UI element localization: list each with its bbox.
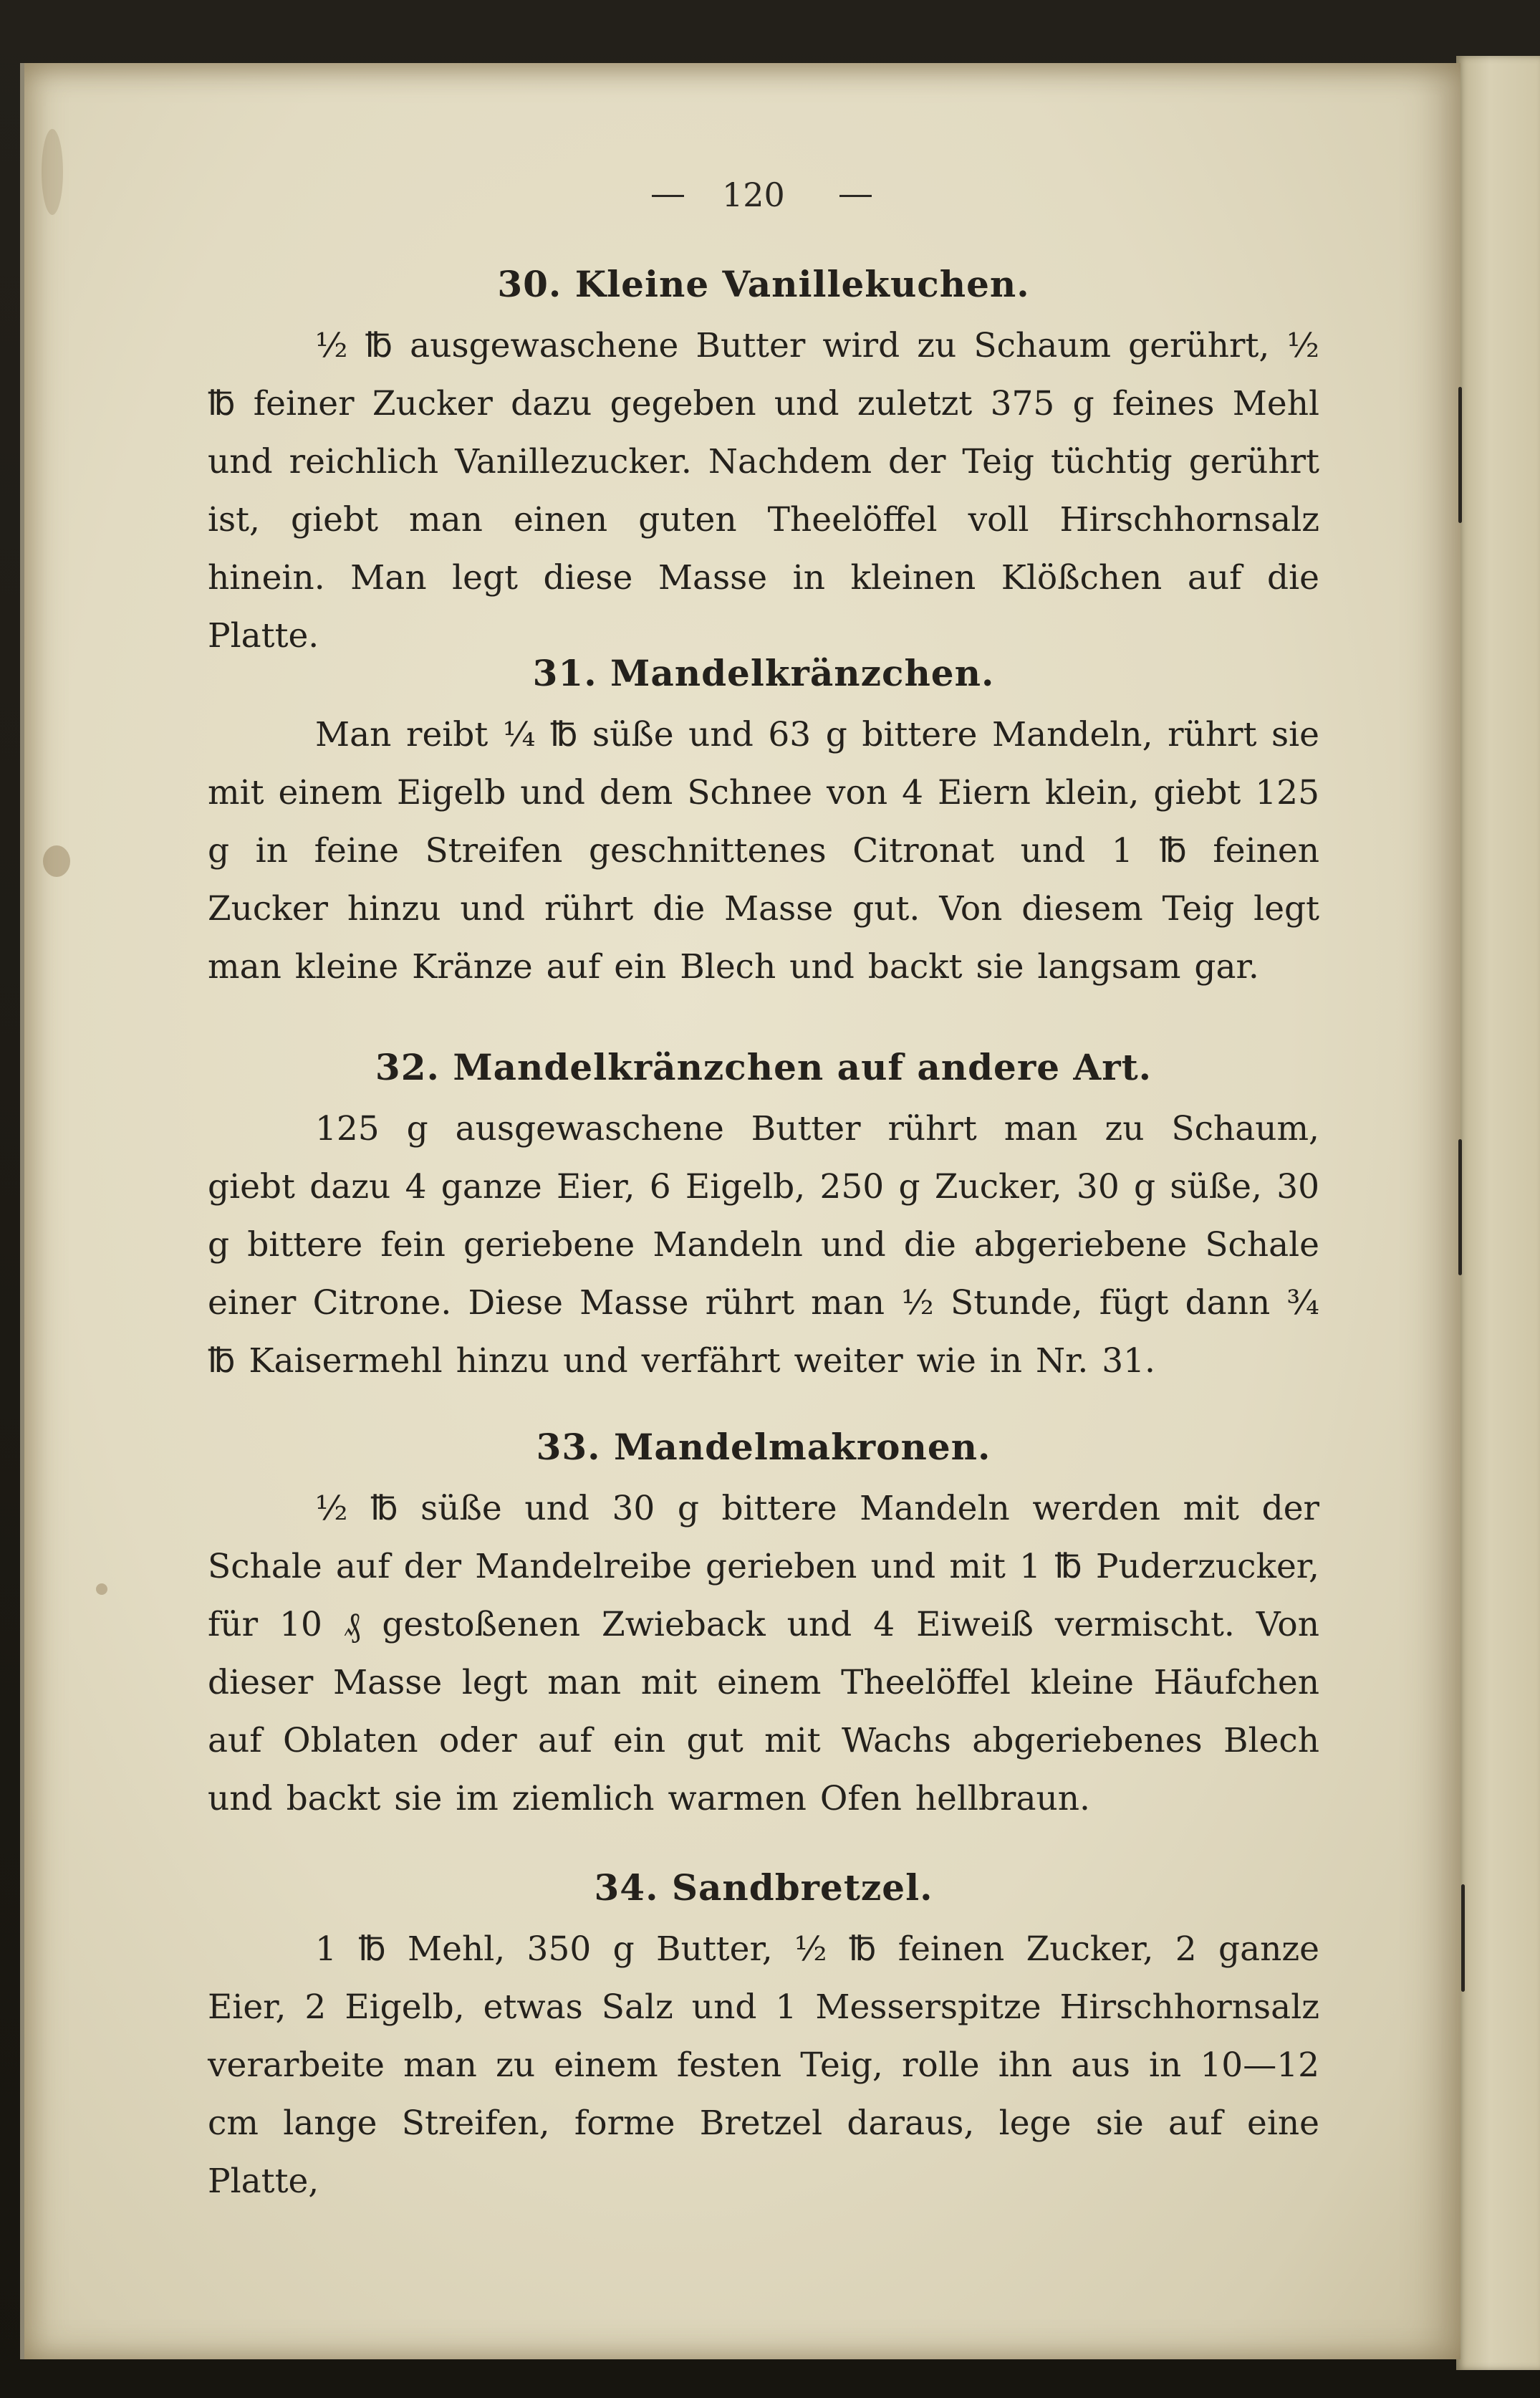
recipe-text: 125 g ausgewaschene Butter rührt man zu Schaum, giebt dazu 4 ganze Eier, 6 Eigelb, 250 g Zucker, 30 g süße, 30 g bittere fein geriebene Mandeln und die abgeriebene Schale einer Citrone. Diese Masse rührt man ½ Stunde, fügt dann ¾ ℔ Kaisermehl hinzu und verfährt weiter wie in Nr. 31. [208, 1109, 1319, 1381]
spine-binding-mark [1458, 387, 1462, 523]
recipe-33 [208, 1426, 1319, 1828]
adjacent-page-edge [1456, 56, 1540, 2370]
recipe-title: 31. Mandelkränzchen. [532, 652, 995, 694]
recipe-text: ½ ℔ süße und 30 g bittere Mandeln werden mit der Schale auf der Mandelreibe gerieben und mit 1 ℔ Puderzucker, für 10 ₰ gestoßenen Zwieback und 4 Eiweiß vermischt. Von dieser Masse legt man mit einem Theelöffel kleine Häufchen auf Oblaten oder auf ein gut mit Wachs abgeriebenes Blech und backt sie im ziemlich warmen Ofen hellbraun. [208, 1489, 1319, 1818]
recipe-text: Man reibt ¼ ℔ süße und 63 g bittere Mandeln, rührt sie mit einem Eigelb und dem Schnee von 4 Eiern klein, giebt 125 g in feine Streifen geschnittenes Citronat und 1 ℔ feinen Zucker hinzu und rührt die Masse gut. Von diesem Teig legt man kleine Kränze auf ein Blech und backt sie langsam gar. [208, 715, 1319, 987]
page-number-dash-right [839, 195, 872, 197]
recipe-32 [208, 1046, 1319, 1390]
paper-stain [42, 129, 63, 215]
paper-stain [96, 1583, 107, 1595]
recipe-title: 30. Kleine Vanillekuchen. [497, 263, 1030, 305]
recipe-title: 32. Mandelkränzchen auf andere Art. [375, 1046, 1152, 1088]
recipe-text: 1 ℔ Mehl, 350 g Butter, ½ ℔ feinen Zucker, 2 ganze Eier, 2 Eigelb, etwas Salz und 1 Messerspitze Hirschhornsalz verarbeite man zu einem festen Teig, rolle ihn aus in 10—12 cm lange Streifen, forme Bretzel daraus, lege sie auf eine Platte, [208, 1929, 1319, 2201]
spine-binding-mark [1461, 1884, 1465, 1992]
paper-stain [43, 845, 70, 877]
page-number-dash-left [652, 195, 684, 197]
recipe-34 [208, 1866, 1319, 2210]
recipe-text: ½ ℔ ausgewaschene Butter wird zu Schaum gerührt, ½ ℔ feiner Zucker dazu gegeben und zuletzt 375 g feines Mehl und reichlich Vanillezucker. Nachdem der Teig tüchtig gerührt ist, giebt man einen guten Theelöffel voll Hirschhornsalz hinein. Man legt diese Masse in kleinen Klößchen auf die Platte. [208, 326, 1319, 656]
recipe-30 [208, 263, 1319, 665]
recipe-title: 33. Mandelmakronen. [536, 1426, 991, 1468]
recipe-31 [208, 652, 1319, 996]
recipe-title: 34. Sandbretzel. [594, 1866, 933, 1909]
spine-binding-mark [1458, 1139, 1462, 1275]
